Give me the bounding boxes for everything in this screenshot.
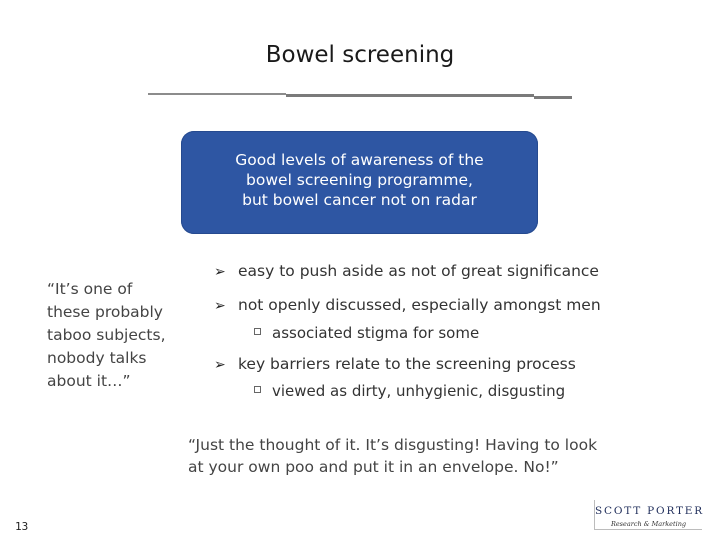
- logo-name: SCOTT PORTER: [595, 505, 704, 517]
- scott-porter-logo: [594, 500, 702, 530]
- bullet-item: [214, 296, 601, 314]
- square-bullet-icon: [254, 328, 261, 335]
- bullet-text: not openly discussed, especially amongst men: [238, 296, 601, 314]
- bottom-quote: “Just the thought of it. It’s disgusting! Having to look at your own poo and put it in an envelope. No!”: [188, 436, 598, 476]
- key-finding-callout: Good levels of awareness of the bowel screening programme, but bowel cancer not on radar: [181, 131, 538, 234]
- bullet-item: [214, 355, 576, 373]
- side-quote: “It’s one of these probably taboo subjects, nobody talks about it…”: [47, 280, 166, 390]
- slide-title: Bowel screening: [265, 42, 455, 68]
- sub-bullet-item: [254, 324, 479, 342]
- bullet-text: easy to push aside as not of great significance: [238, 262, 599, 280]
- square-bullet-icon: [254, 386, 261, 393]
- sub-bullet-text: associated stigma for some: [272, 324, 480, 342]
- bullet-item: [214, 262, 599, 280]
- sub-bullet-item: [254, 382, 565, 400]
- bullet-text: key barriers relate to the screening process: [238, 355, 576, 373]
- page-number: 13: [15, 520, 29, 533]
- title-divider-segment: [286, 94, 534, 97]
- arrow-bullet-icon: ➢: [214, 357, 226, 373]
- title-divider-segment: [534, 96, 572, 99]
- arrow-bullet-icon: ➢: [214, 264, 226, 280]
- logo-tagline: Research & Marketing: [610, 520, 687, 528]
- arrow-bullet-icon: ➢: [214, 298, 226, 314]
- title-divider-segment: [148, 93, 286, 95]
- sub-bullet-text: viewed as dirty, unhygienic, disgusting: [272, 382, 566, 400]
